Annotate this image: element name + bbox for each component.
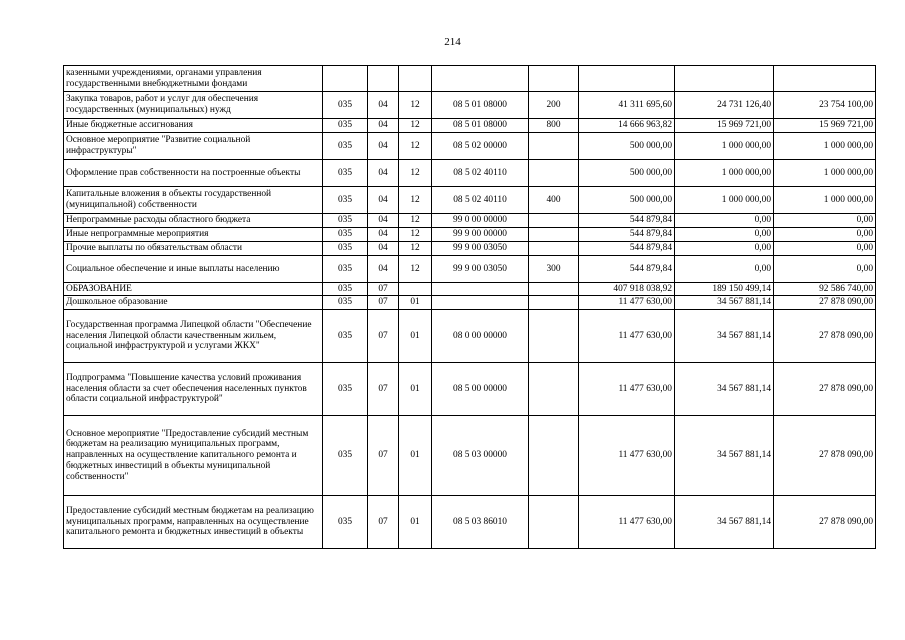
cell-section-code: 04: [368, 214, 399, 228]
cell-section-code: 07: [368, 496, 399, 549]
cell-subsection-code: 01: [399, 416, 432, 496]
cell-target-article: 08 5 02 00000: [432, 133, 529, 160]
cell-ved-code: 035: [323, 283, 368, 296]
cell-target-article: 08 5 01 08000: [432, 92, 529, 119]
cell-section-code: 04: [368, 256, 399, 283]
cell-expense-type: 200: [529, 92, 579, 119]
cell-ved-code: 035: [323, 228, 368, 242]
cell-amount-year1: 11 477 630,00: [579, 310, 675, 363]
row-name: Иные бюджетные ассигнования: [64, 119, 323, 133]
cell-amount-year3: [774, 66, 876, 92]
cell-ved-code: 035: [323, 296, 368, 310]
cell-section-code: 04: [368, 228, 399, 242]
cell-target-article: 08 0 00 00000: [432, 310, 529, 363]
cell-subsection-code: 01: [399, 310, 432, 363]
cell-target-article: 08 5 02 40110: [432, 187, 529, 214]
cell-amount-year3: 1 000 000,00: [774, 160, 876, 187]
cell-amount-year1: 11 477 630,00: [579, 363, 675, 416]
cell-amount-year1: 41 311 695,60: [579, 92, 675, 119]
cell-section-code: 07: [368, 283, 399, 296]
cell-ved-code: [323, 66, 368, 92]
cell-subsection-code: 01: [399, 496, 432, 549]
cell-target-article: [432, 66, 529, 92]
cell-section-code: 04: [368, 187, 399, 214]
cell-target-article: 99 9 00 03050: [432, 242, 529, 256]
cell-subsection-code: [399, 66, 432, 92]
cell-amount-year1: 500 000,00: [579, 187, 675, 214]
cell-target-article: 99 9 00 03050: [432, 256, 529, 283]
cell-amount-year1: 14 666 963,82: [579, 119, 675, 133]
cell-amount-year3: 27 878 090,00: [774, 416, 876, 496]
cell-section-code: 04: [368, 92, 399, 119]
cell-ved-code: 035: [323, 310, 368, 363]
table-row: [64, 160, 876, 187]
cell-amount-year2: 15 969 721,00: [675, 119, 774, 133]
table-row: [64, 256, 876, 283]
cell-ved-code: 035: [323, 92, 368, 119]
cell-amount-year2: 34 567 881,14: [675, 296, 774, 310]
cell-section-code: 04: [368, 133, 399, 160]
cell-amount-year3: 27 878 090,00: [774, 363, 876, 416]
table-row: [64, 416, 876, 496]
cell-ved-code: 035: [323, 242, 368, 256]
row-name: Оформление прав собственности на построенные объекты: [64, 160, 323, 187]
cell-amount-year2: 1 000 000,00: [675, 133, 774, 160]
cell-amount-year3: 0,00: [774, 228, 876, 242]
cell-amount-year1: 500 000,00: [579, 160, 675, 187]
cell-amount-year1: 544 879,84: [579, 242, 675, 256]
cell-amount-year3: 0,00: [774, 242, 876, 256]
cell-target-article: [432, 296, 529, 310]
cell-amount-year3: 0,00: [774, 214, 876, 228]
table-row: [64, 296, 876, 310]
table-row: [64, 187, 876, 214]
cell-amount-year3: 27 878 090,00: [774, 496, 876, 549]
cell-ved-code: 035: [323, 214, 368, 228]
table-row: [64, 310, 876, 363]
cell-amount-year3: 15 969 721,00: [774, 119, 876, 133]
cell-expense-type: [529, 214, 579, 228]
row-name: Предоставление субсидий местным бюджетам на реализацию муниципальных программ, направленных на осуществление капитального ремонта и бюджетных инвестиций в объекты: [64, 496, 323, 549]
cell-expense-type: 400: [529, 187, 579, 214]
cell-amount-year2: 0,00: [675, 242, 774, 256]
cell-section-code: [368, 66, 399, 92]
row-name: Основное мероприятие "Предоставление субсидий местным бюджетам на реализацию муниципальных программ, направленных на осуществление капитального ремонта и бюджетных инвестиций в объекты муниципальной собственности": [64, 416, 323, 496]
cell-ved-code: 035: [323, 160, 368, 187]
row-name: Социальное обеспечение и иные выплаты населению: [64, 256, 323, 283]
row-name: Непрограммные расходы областного бюджета: [64, 214, 323, 228]
table-row: [64, 214, 876, 228]
cell-amount-year3: 1 000 000,00: [774, 133, 876, 160]
table-row: [64, 496, 876, 549]
cell-target-article: 08 5 01 08000: [432, 119, 529, 133]
cell-subsection-code: 12: [399, 92, 432, 119]
cell-amount-year1: 11 477 630,00: [579, 496, 675, 549]
cell-expense-type: 300: [529, 256, 579, 283]
cell-amount-year2: 34 567 881,14: [675, 363, 774, 416]
cell-amount-year3: 27 878 090,00: [774, 310, 876, 363]
cell-amount-year2: 189 150 499,14: [675, 283, 774, 296]
cell-amount-year1: 544 879,84: [579, 256, 675, 283]
cell-amount-year2: 34 567 881,14: [675, 416, 774, 496]
cell-ved-code: 035: [323, 256, 368, 283]
cell-amount-year3: 27 878 090,00: [774, 296, 876, 310]
cell-amount-year2: 0,00: [675, 256, 774, 283]
cell-amount-year1: 11 477 630,00: [579, 416, 675, 496]
cell-target-article: 08 5 02 40110: [432, 160, 529, 187]
cell-amount-year1: 500 000,00: [579, 133, 675, 160]
cell-subsection-code: 12: [399, 133, 432, 160]
cell-amount-year1: 11 477 630,00: [579, 296, 675, 310]
cell-amount-year2: 0,00: [675, 228, 774, 242]
row-name: Иные непрограммные мероприятия: [64, 228, 323, 242]
table-row: [64, 242, 876, 256]
budget-table: [63, 65, 876, 549]
cell-subsection-code: 12: [399, 242, 432, 256]
cell-amount-year2: 0,00: [675, 214, 774, 228]
cell-expense-type: [529, 133, 579, 160]
cell-expense-type: [529, 228, 579, 242]
cell-expense-type: [529, 416, 579, 496]
cell-amount-year2: 1 000 000,00: [675, 160, 774, 187]
cell-expense-type: [529, 496, 579, 549]
cell-target-article: 08 5 03 86010: [432, 496, 529, 549]
cell-amount-year2: 34 567 881,14: [675, 496, 774, 549]
cell-target-article: 99 9 00 00000: [432, 228, 529, 242]
cell-amount-year2: 24 731 126,40: [675, 92, 774, 119]
cell-subsection-code: 12: [399, 160, 432, 187]
cell-section-code: 04: [368, 242, 399, 256]
cell-amount-year3: 1 000 000,00: [774, 187, 876, 214]
cell-expense-type: [529, 296, 579, 310]
cell-subsection-code: 01: [399, 296, 432, 310]
cell-ved-code: 035: [323, 133, 368, 160]
cell-section-code: 07: [368, 363, 399, 416]
cell-expense-type: [529, 66, 579, 92]
cell-amount-year2: 34 567 881,14: [675, 310, 774, 363]
table-row: [64, 228, 876, 242]
cell-subsection-code: 12: [399, 256, 432, 283]
cell-ved-code: 035: [323, 119, 368, 133]
table-row: [64, 66, 876, 92]
cell-expense-type: [529, 160, 579, 187]
row-name: Основное мероприятие "Развитие социальной инфраструктуры": [64, 133, 323, 160]
cell-expense-type: [529, 283, 579, 296]
table-row: [64, 133, 876, 160]
cell-amount-year1: 407 918 038,92: [579, 283, 675, 296]
cell-ved-code: 035: [323, 496, 368, 549]
cell-subsection-code: 12: [399, 214, 432, 228]
cell-target-article: [432, 283, 529, 296]
cell-expense-type: [529, 310, 579, 363]
cell-target-article: 08 5 00 00000: [432, 363, 529, 416]
cell-section-code: 07: [368, 310, 399, 363]
cell-subsection-code: [399, 283, 432, 296]
cell-ved-code: 035: [323, 187, 368, 214]
cell-amount-year1: 544 879,84: [579, 228, 675, 242]
cell-ved-code: 035: [323, 363, 368, 416]
table-row: [64, 363, 876, 416]
row-name: Закупка товаров, работ и услуг для обеспечения государственных (муниципальных) нужд: [64, 92, 323, 119]
row-name: Государственная программа Липецкой области "Обеспечение населения Липецкой области качественным жильем, социальной инфраструктурой и услугами ЖКХ": [64, 310, 323, 363]
cell-expense-type: [529, 363, 579, 416]
row-name: Капитальные вложения в объекты государственной (муниципальной) собственности: [64, 187, 323, 214]
cell-ved-code: 035: [323, 416, 368, 496]
table-row: [64, 283, 876, 296]
cell-amount-year3: 92 586 740,00: [774, 283, 876, 296]
table-row: [64, 92, 876, 119]
cell-subsection-code: 01: [399, 363, 432, 416]
cell-amount-year1: 544 879,84: [579, 214, 675, 228]
cell-amount-year2: [675, 66, 774, 92]
row-name: Дошкольное образование: [64, 296, 323, 310]
cell-subsection-code: 12: [399, 119, 432, 133]
cell-expense-type: 800: [529, 119, 579, 133]
cell-section-code: 04: [368, 160, 399, 187]
row-name: ОБРАЗОВАНИЕ: [64, 283, 323, 296]
cell-section-code: 04: [368, 119, 399, 133]
cell-amount-year3: 23 754 100,00: [774, 92, 876, 119]
table-row: [64, 119, 876, 133]
row-name: Подпрограмма "Повышение качества условий проживания населения области за счет обеспечения населенных пунктов области социальной инфраструктурой": [64, 363, 323, 416]
cell-amount-year2: 1 000 000,00: [675, 187, 774, 214]
cell-section-code: 07: [368, 296, 399, 310]
cell-subsection-code: 12: [399, 228, 432, 242]
row-name: казенными учреждениями, органами управления государственными внебюджетными фондами: [64, 66, 323, 92]
cell-amount-year1: [579, 66, 675, 92]
row-name: Прочие выплаты по обязательствам области: [64, 242, 323, 256]
cell-amount-year3: 0,00: [774, 256, 876, 283]
cell-subsection-code: 12: [399, 187, 432, 214]
cell-section-code: 07: [368, 416, 399, 496]
cell-expense-type: [529, 242, 579, 256]
page-number: 214: [444, 36, 461, 48]
table-body: [64, 66, 876, 549]
cell-target-article: 08 5 03 00000: [432, 416, 529, 496]
cell-target-article: 99 0 00 00000: [432, 214, 529, 228]
